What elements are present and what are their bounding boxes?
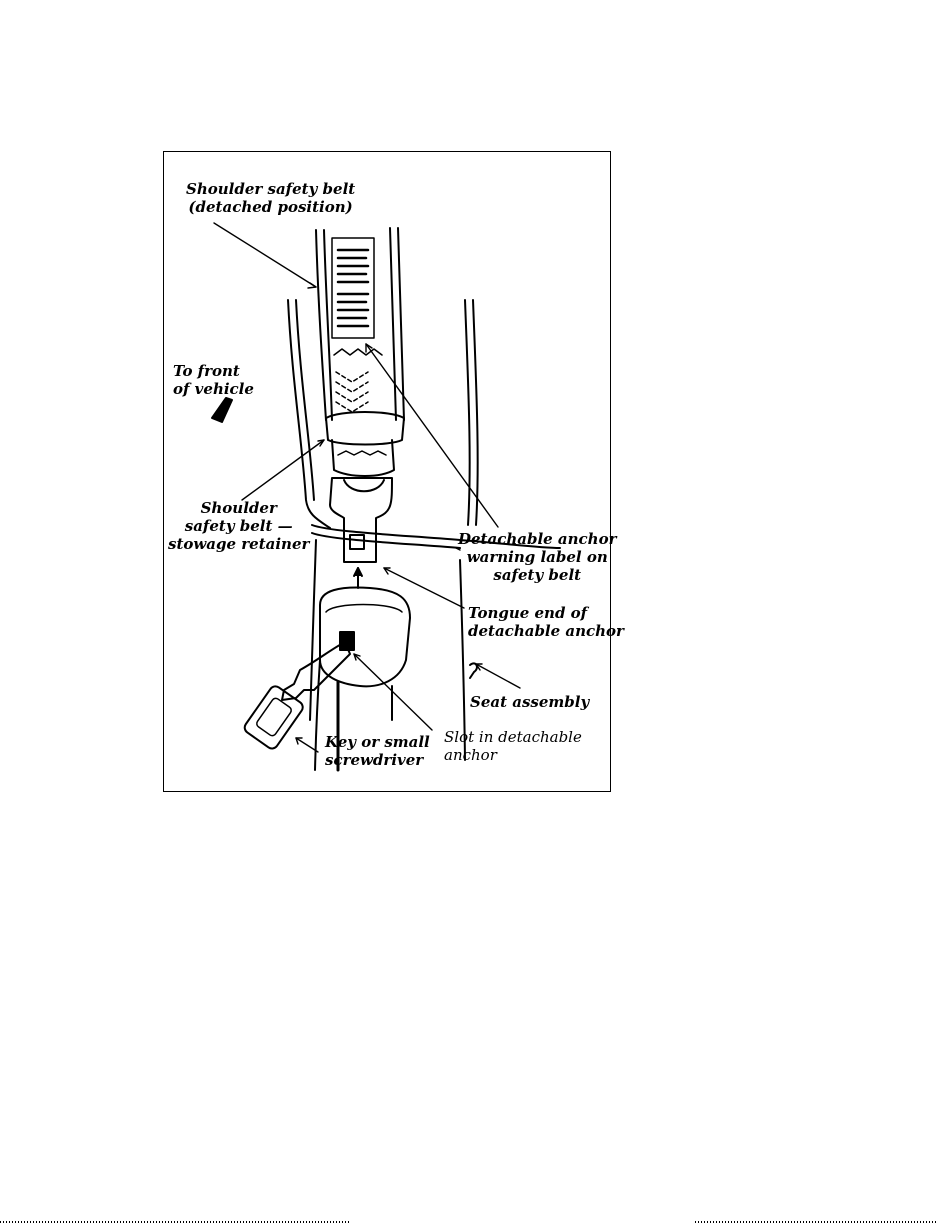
label-warning-label: Detachable anchor warning label on safety belt xyxy=(458,530,617,584)
label-seat-assembly: Seat assembly xyxy=(470,693,590,711)
front-direction-arrow xyxy=(212,398,232,422)
scan-edge-right xyxy=(695,1221,937,1223)
label-key: Key or small screwdriver xyxy=(325,733,430,769)
scan-edge-left xyxy=(0,1221,350,1223)
label-shoulder-belt-detached: Shoulder safety belt (detached position) xyxy=(186,180,356,216)
tongue-plate xyxy=(330,478,392,562)
label-stowage-retainer: Shoulder safety belt — stowage retainer xyxy=(168,499,310,553)
shoulder-belt xyxy=(316,228,404,420)
label-slot: Slot in detachable anchor xyxy=(444,728,582,764)
seat-assembly-mark xyxy=(470,663,477,678)
label-tongue-end: Tongue end of detachable anchor xyxy=(468,604,624,640)
stowage-retainer-shape xyxy=(326,412,404,476)
insertion-arrow xyxy=(354,568,362,588)
label-to-front: To front of vehicle xyxy=(173,362,254,398)
